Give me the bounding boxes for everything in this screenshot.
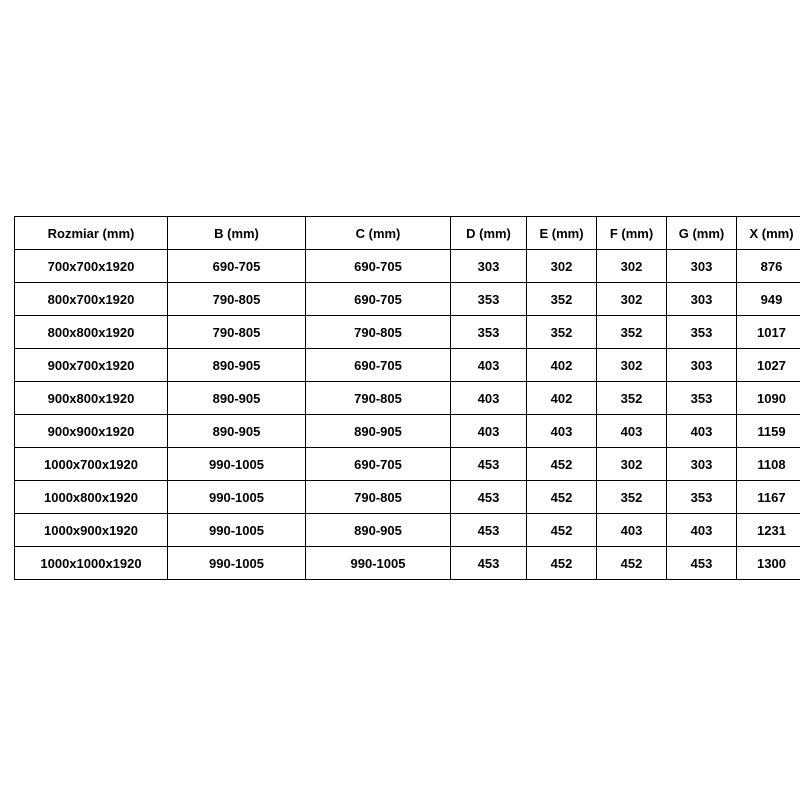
column-header-c: C (mm) (306, 217, 451, 250)
cell-c: 690-705 (306, 448, 451, 481)
cell-size: 1000x700x1920 (15, 448, 168, 481)
cell-size: 1000x800x1920 (15, 481, 168, 514)
cell-c: 690-705 (306, 283, 451, 316)
cell-f: 302 (597, 349, 667, 382)
cell-e: 402 (527, 349, 597, 382)
cell-f: 352 (597, 316, 667, 349)
cell-b: 890-905 (168, 349, 306, 382)
cell-d: 403 (451, 382, 527, 415)
cell-e: 302 (527, 250, 597, 283)
cell-b: 990-1005 (168, 547, 306, 580)
cell-e: 352 (527, 316, 597, 349)
cell-f: 352 (597, 382, 667, 415)
cell-g: 403 (667, 415, 737, 448)
cell-f: 452 (597, 547, 667, 580)
cell-size: 1000x1000x1920 (15, 547, 168, 580)
cell-size: 900x900x1920 (15, 415, 168, 448)
table-row (15, 382, 800, 415)
cell-e: 452 (527, 547, 597, 580)
cell-f: 403 (597, 415, 667, 448)
cell-b: 990-1005 (168, 514, 306, 547)
cell-d: 403 (451, 415, 527, 448)
cell-b: 890-905 (168, 415, 306, 448)
table-body (15, 250, 800, 580)
cell-x: 876 (737, 250, 800, 283)
cell-d: 303 (451, 250, 527, 283)
cell-f: 302 (597, 250, 667, 283)
cell-e: 452 (527, 514, 597, 547)
cell-c: 790-805 (306, 481, 451, 514)
cell-e: 403 (527, 415, 597, 448)
cell-c: 790-805 (306, 316, 451, 349)
cell-c: 790-805 (306, 382, 451, 415)
cell-x: 1090 (737, 382, 800, 415)
column-header-size: Rozmiar (mm) (15, 217, 168, 250)
cell-size: 800x800x1920 (15, 316, 168, 349)
table-row (15, 250, 800, 283)
cell-size: 900x700x1920 (15, 349, 168, 382)
cell-g: 303 (667, 283, 737, 316)
cell-g: 353 (667, 481, 737, 514)
column-header-g: G (mm) (667, 217, 737, 250)
cell-f: 302 (597, 448, 667, 481)
cell-c: 890-905 (306, 514, 451, 547)
cell-e: 452 (527, 448, 597, 481)
cell-d: 453 (451, 481, 527, 514)
cell-size: 900x800x1920 (15, 382, 168, 415)
cell-c: 690-705 (306, 349, 451, 382)
cell-b: 790-805 (168, 283, 306, 316)
cell-g: 303 (667, 448, 737, 481)
cell-x: 1159 (737, 415, 800, 448)
table-header-row (15, 217, 800, 250)
cell-d: 403 (451, 349, 527, 382)
table-row (15, 448, 800, 481)
cell-d: 453 (451, 514, 527, 547)
cell-f: 403 (597, 514, 667, 547)
table-row (15, 283, 800, 316)
cell-c: 690-705 (306, 250, 451, 283)
column-header-b: B (mm) (168, 217, 306, 250)
cell-g: 453 (667, 547, 737, 580)
cell-size: 1000x900x1920 (15, 514, 168, 547)
table-header (15, 217, 800, 250)
cell-e: 352 (527, 283, 597, 316)
cell-x: 949 (737, 283, 800, 316)
cell-g: 403 (667, 514, 737, 547)
cell-x: 1231 (737, 514, 800, 547)
cell-b: 890-905 (168, 382, 306, 415)
cell-d: 453 (451, 448, 527, 481)
cell-e: 402 (527, 382, 597, 415)
cell-g: 353 (667, 316, 737, 349)
cell-x: 1108 (737, 448, 800, 481)
cell-x: 1167 (737, 481, 800, 514)
table-row (15, 514, 800, 547)
cell-f: 352 (597, 481, 667, 514)
table-row (15, 547, 800, 580)
column-header-f: F (mm) (597, 217, 667, 250)
cell-b: 690-705 (168, 250, 306, 283)
cell-b: 990-1005 (168, 448, 306, 481)
cell-size: 700x700x1920 (15, 250, 168, 283)
cell-c: 990-1005 (306, 547, 451, 580)
cell-g: 303 (667, 250, 737, 283)
table-row (15, 316, 800, 349)
cell-d: 353 (451, 316, 527, 349)
column-header-x: X (mm) (737, 217, 800, 250)
cell-x: 1027 (737, 349, 800, 382)
specification-table-container (14, 216, 794, 580)
table-row (15, 415, 800, 448)
cell-e: 452 (527, 481, 597, 514)
cell-size: 800x700x1920 (15, 283, 168, 316)
column-header-e: E (mm) (527, 217, 597, 250)
column-header-d: D (mm) (451, 217, 527, 250)
table-row (15, 349, 800, 382)
cell-g: 303 (667, 349, 737, 382)
cell-d: 353 (451, 283, 527, 316)
cell-f: 302 (597, 283, 667, 316)
table-row (15, 481, 800, 514)
cell-g: 353 (667, 382, 737, 415)
cell-x: 1300 (737, 547, 800, 580)
cell-c: 890-905 (306, 415, 451, 448)
cell-b: 990-1005 (168, 481, 306, 514)
specification-table (14, 216, 800, 580)
cell-d: 453 (451, 547, 527, 580)
cell-x: 1017 (737, 316, 800, 349)
cell-b: 790-805 (168, 316, 306, 349)
